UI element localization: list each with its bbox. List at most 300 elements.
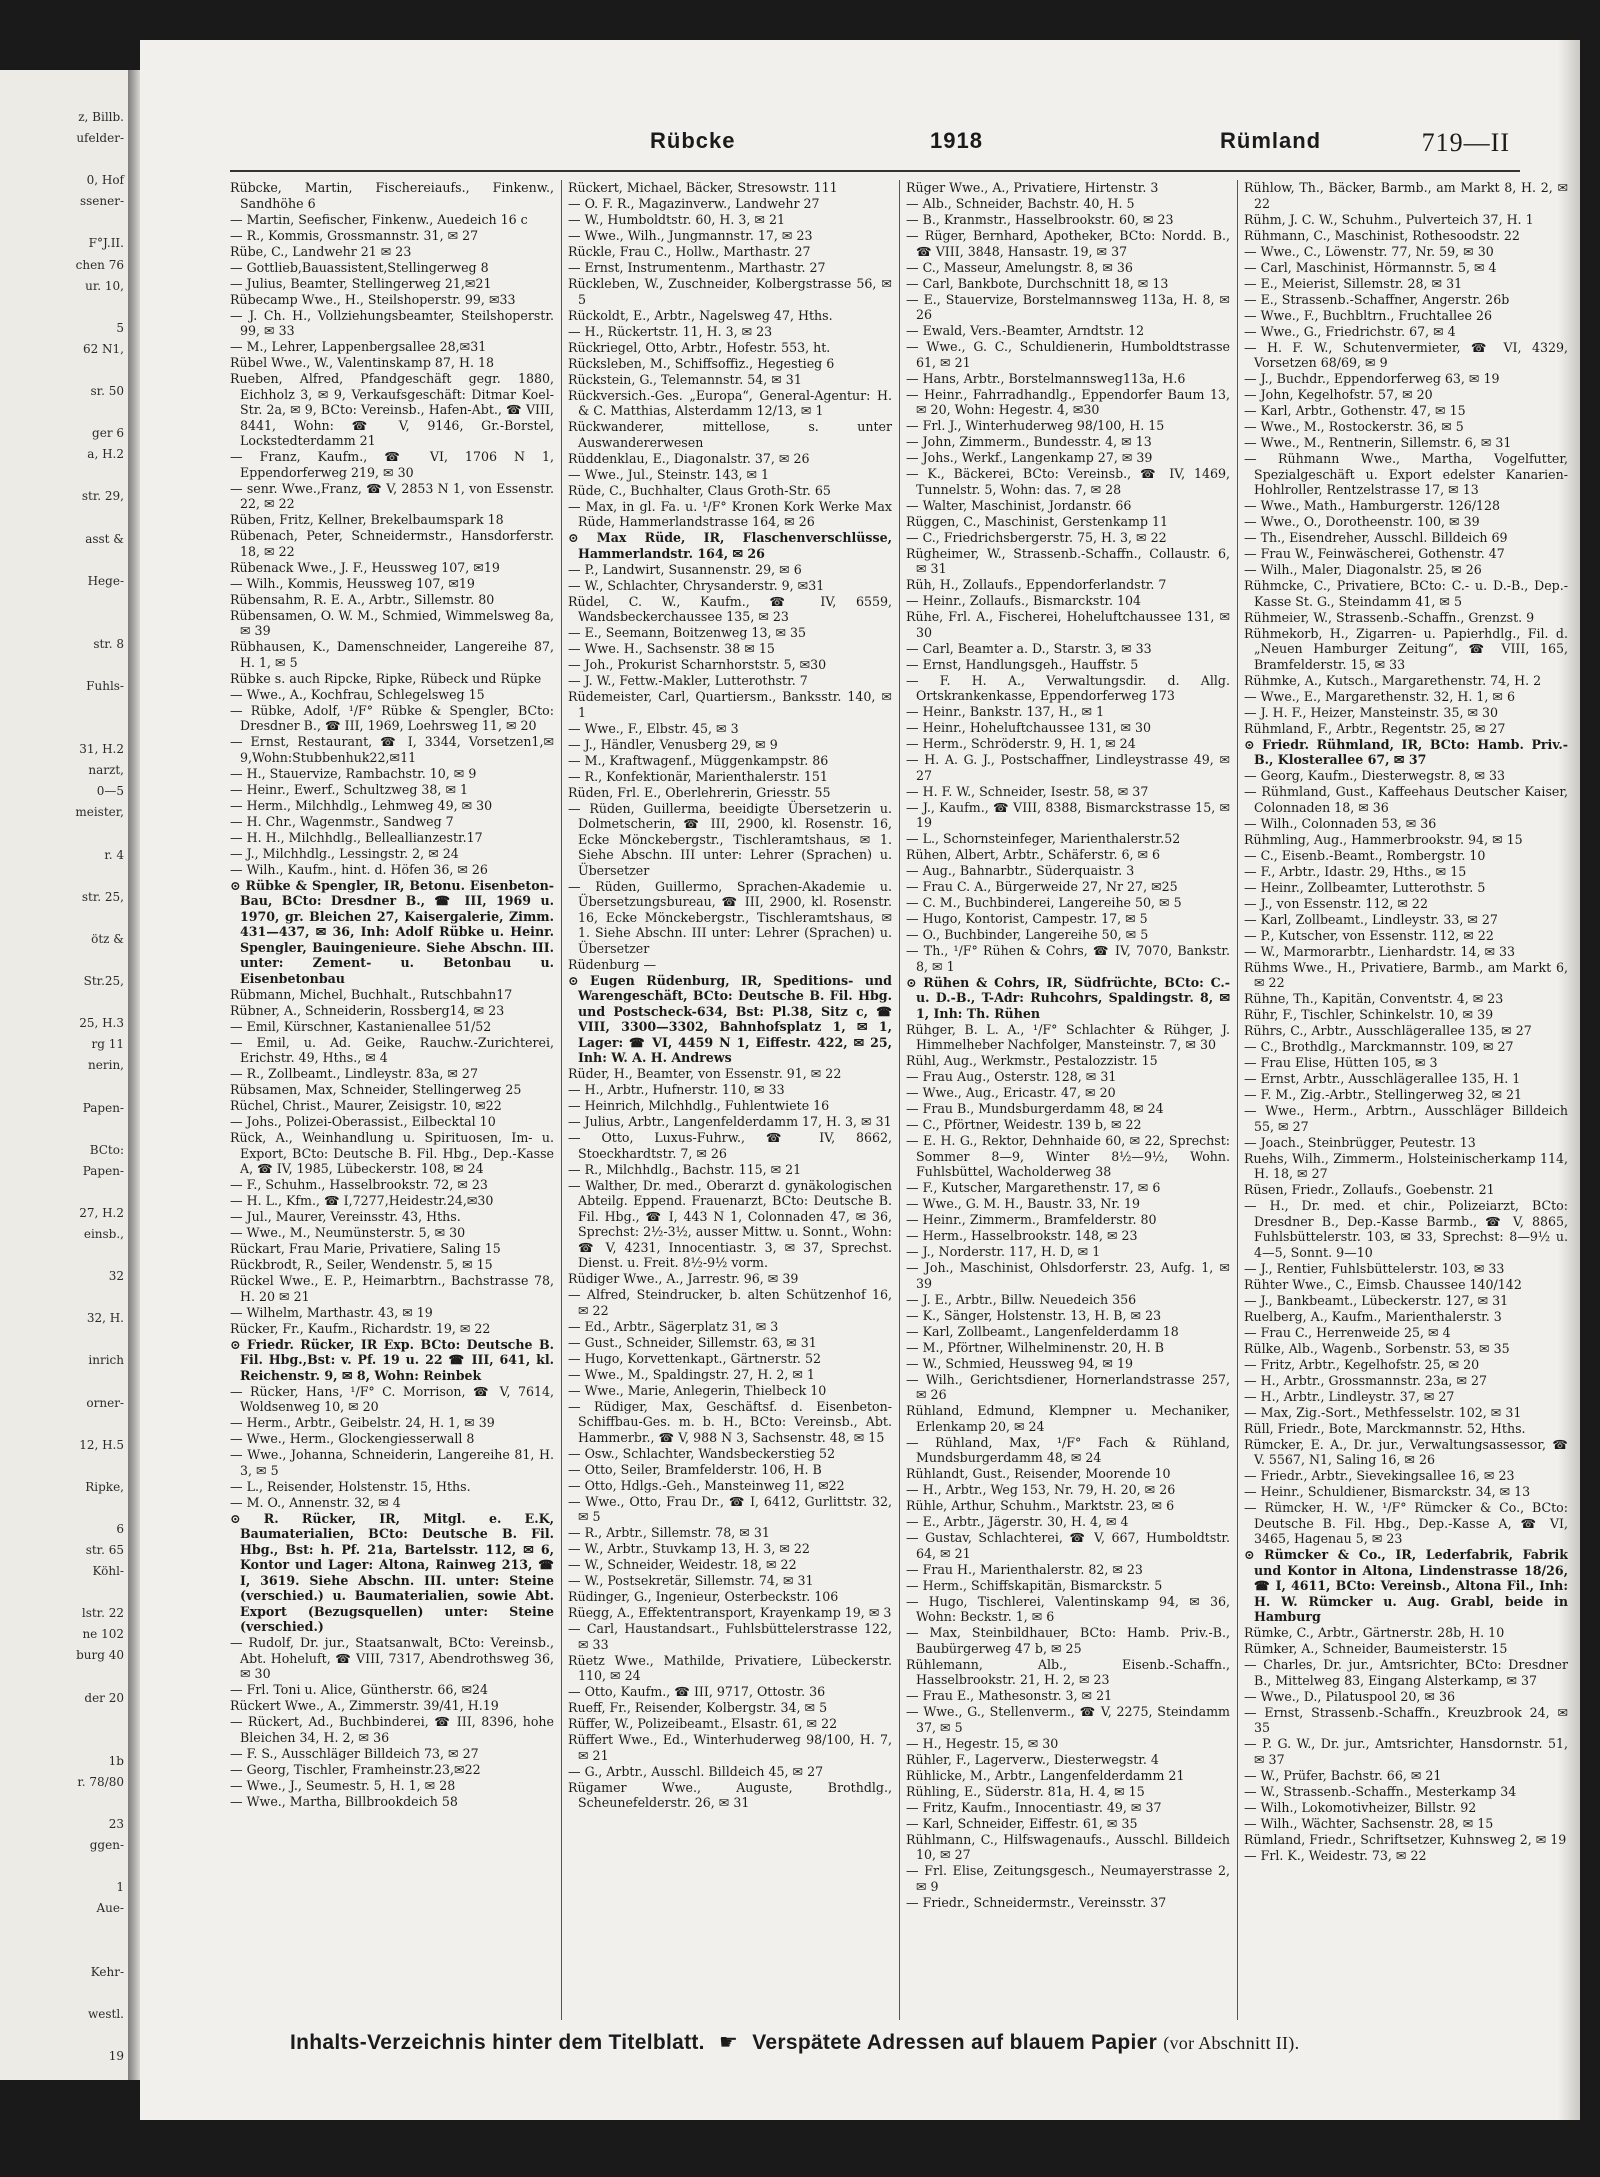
adjacent-page-fragment: 19: [108, 2048, 124, 2063]
directory-entry: Rüder, H., Beamter, von Essenstr. 91, ✉ 22: [568, 1066, 842, 1081]
directory-entry: — Wwe., J., Seumestr. 5, H. 1, ✉ 28: [230, 1777, 456, 1793]
directory-entry: — W., Humboldtstr. 60, H. 3, ✉ 21: [568, 212, 785, 227]
directory-entry: Rühland, Edmund, Klempner u. Mechaniker, Erlenkamp 20, ✉ 24: [906, 1403, 1230, 1434]
adjacent-page-fragment: a, H.2: [87, 447, 124, 462]
directory-entry: — Herm., Hasselbrookstr. 148, ✉ 23: [906, 1228, 1138, 1243]
directory-entry: — Heinrich, Milchhdlg., Fuhlentwiete 16: [568, 1098, 830, 1113]
directory-entry: Rüsen, Friedr., Zollaufs., Goebenstr. 21: [1244, 1182, 1495, 1197]
directory-entry: Rüde, C., Buchhalter, Claus Groth-Str. 65: [568, 482, 831, 498]
directory-entry: — Herm., Milchhdlg., Lehmweg 49, ✉ 30: [230, 797, 493, 813]
directory-entry: — Johs., Werkf., Langenkamp 27, ✉ 39: [906, 450, 1153, 465]
directory-entry: Rüetz Wwe., Mathilde, Privatiere, Lübeckerstr. 110, ✉ 24: [568, 1652, 892, 1683]
directory-entry: — Emil, Kürschner, Kastanienallee 51/52: [230, 1018, 492, 1034]
directory-entry: — Hugo, Korvettenkapt., Gärtnerstr. 52: [568, 1350, 821, 1366]
adjacent-page-fragment: ufelder-: [76, 131, 124, 146]
directory-entry: — Karl, Zollbeamt., Lindleystr. 33, ✉ 27: [1244, 911, 1498, 927]
directory-entry: — F., Arbtr., Idastr. 29, Hths., ✉ 15: [1244, 863, 1467, 879]
directory-entry: — Heinr., Schuldiener, Bismarckstr. 34, ✉ 13: [1244, 1484, 1531, 1499]
directory-entry: Rüchel, Christ., Maurer, Zeisigstr. 10, ✉22: [230, 1098, 502, 1113]
directory-entry: — H., Rückertstr. 11, H. 3, ✉ 23: [568, 323, 773, 339]
adjacent-page-fragment: ggen-: [89, 1838, 124, 1853]
directory-entry: — Ernst, Arbtr., Ausschlägerallee 135, H. 1: [1244, 1071, 1521, 1086]
directory-entry: — J., Händler, Venusberg 29, ✉ 9: [568, 736, 778, 752]
directory-entry: — Julius, Arbtr., Langenfelderdamm 17, H. 3, ✉ 31: [568, 1114, 892, 1129]
directory-entry: Rückleben, W., Zuschneider, Kolbergstrasse 56, ✉ 5: [568, 276, 892, 307]
directory-entry: — Otto, Kaufm., ☎ III, 9717, Ottostr. 36: [568, 1684, 826, 1699]
directory-entry: — Emil, u. Ad. Geike, Rauchw.-Zurichterei, Erichstr. 49, Hths., ✉ 4: [230, 1034, 554, 1065]
directory-entry: — Wilh., Wächter, Sachsenstr. 28, ✉ 15: [1244, 1815, 1494, 1831]
directory-entry: — Carl, Maschinist, Hörmannstr. 5, ✉ 4: [1244, 259, 1497, 275]
directory-entry: — Frau W., Feinwäscherei, Gothenstr. 47: [1244, 546, 1505, 561]
directory-entry: — Rüdiger, Max, Geschäftsf. d. Eisenbeton-Schiffbau-Ges. m. b. H., BCto: Vereinsb., Abt. Hammerbr., ☎ V, 988 N 3, Sachsenstr. 48, ✉ 15: [568, 1398, 892, 1445]
directory-entry: Rübenack Wwe., J. F., Heussweg 107, ✉19: [230, 559, 500, 575]
directory-entry: — Ewald, Vers.-Beamter, Arndtstr. 12: [906, 323, 1145, 338]
adjacent-page-fragment: Fuhls-: [86, 679, 124, 694]
directory-entry: — Jul., Maurer, Vereinsstr. 43, Hths.: [230, 1209, 461, 1224]
directory-entry: — Hugo, Tischlerei, Valentinskamp 94, ✉ 36, Wohn: Beckstr. 1, ✉ 6: [906, 1593, 1230, 1624]
directory-entry: — Charles, Dr. jur., Amtsrichter, BCto: Dresdner B., Mittelweg 83, Eingang Alsterkamp, ✉ 37: [1244, 1657, 1568, 1688]
adjacent-page-fragment: str. 29,: [81, 489, 124, 504]
adjacent-page-fragment: Str.25,: [83, 974, 124, 989]
directory-entry: — Wwe., Martha, Billbrookdeich 58: [230, 1793, 458, 1809]
directory-entry: — Frau Elise, Hütten 105, ✉ 3: [1244, 1055, 1438, 1070]
directory-entry: — Frl. J., Winterhuderweg 98/100, H. 15: [906, 418, 1165, 433]
pointing-hand-icon: ☛: [718, 2031, 739, 2054]
directory-entry: Rühr, F., Tischler, Schinkelstr. 10, ✉ 39: [1244, 1007, 1494, 1022]
directory-entry: Rübel Wwe., W., Valentinskamp 87, H. 18: [230, 355, 494, 370]
adjacent-page-fragment: r. 4: [104, 847, 124, 862]
adjacent-page-fragment: 62 N1,: [82, 341, 124, 356]
directory-entry: — Karl, Zollbeamt., Langenfelderdamm 18: [906, 1323, 1179, 1339]
directory-entry: — Wwe., M., Rentnerin, Sillemstr. 6, ✉ 31: [1244, 435, 1512, 450]
directory-entry: — Carl, Haustandsart., Fuhlsbüttelerstrasse 122, ✉ 33: [568, 1621, 892, 1652]
directory-entry: — Rudolf, Dr. jur., Staatsanwalt, BCto: Vereinsb., Abt. Hoheluft, ☎ VIII, 7317, Abendrothsweg 36, ✉ 30: [230, 1635, 554, 1681]
directory-entry: Rüben, Fritz, Kellner, Brekelbaumspark 18: [230, 512, 504, 527]
directory-entry: — E., Meierist, Sillemstr. 28, ✉ 31: [1244, 275, 1463, 291]
directory-entry: — J. E., Arbtr., Billw. Neuedeich 356: [906, 1291, 1137, 1307]
directory-entry: — Wilhelm, Marthastr. 43, ✉ 19: [230, 1304, 433, 1320]
directory-entry: — Walther, Dr. med., Oberarzt d. gynäkologischen Abteilg. Eppend. Frauenarzt, BCto: Deutsche B. Fil. Hbg., ☎ I, 443 N 1, Colonnaden 47, ✉ 36, Sprechst: 2½-3½, ausser Mittw. u. Sonnt., Wohn: ☎ V, 4231, Innocentiastr. 3, ✉ 37, Sprechst. Dienst. u. Freit. 8½-9½ vorm.: [568, 1177, 892, 1270]
directory-entry: Rübke s. auch Ripcke, Ripke, Rübeck und Rüpke: [230, 670, 542, 686]
directory-entry: — Max, Steinbildhauer, BCto: Hamb. Priv.-B., Baubürgerweg 47 b, ✉ 25: [906, 1625, 1230, 1656]
directory-entry: — J., Norderstr. 117, H. D, ✉ 1: [906, 1244, 1101, 1259]
directory-entry: — Wwe., C., Löwenstr. 77, Nr. 59, ✉ 30: [1244, 243, 1494, 259]
directory-entry: — Otto, Hdlgs.-Geh., Mansteinweg 11, ✉22: [568, 1477, 845, 1493]
directory-entry: — O., Buchbinder, Langereihe 50, ✉ 5: [906, 927, 1149, 942]
directory-entry: — P., Kutscher, von Essenstr. 112, ✉ 22: [1244, 927, 1494, 943]
adjacent-page-fragment: chen 76: [75, 257, 124, 272]
directory-entry: — Frl. Elise, Zeitungsgesch., Neumayerstrasse 2, ✉ 9: [906, 1863, 1230, 1894]
directory-entry: — R., Milchhdlg., Bachstr. 115, ✉ 21: [568, 1161, 802, 1177]
adjacent-page-fragment: rg 11: [91, 1037, 124, 1052]
directory-entry: — Friedr., Arbtr., Sievekingsallee 16, ✉ 23: [1244, 1468, 1515, 1483]
directory-entry: — B., Kranmstr., Hasselbrookstr. 60, ✉ 23: [906, 212, 1174, 227]
adjacent-page-fragment: str. 65: [85, 1543, 124, 1558]
directory-entry: — H., Hegestr. 15, ✉ 30: [906, 1735, 1059, 1751]
directory-entry: — Th., Eisendreher, Ausschl. Billdeich 69: [1244, 530, 1508, 545]
directory-entry: — M., Pförtner, Wilhelminenstr. 20, H. B: [906, 1339, 1164, 1355]
header-first-entry: Rübcke: [650, 128, 736, 153]
directory-entry: Rückart, Frau Marie, Privatiere, Saling 15: [230, 1241, 501, 1256]
header-year: 1918: [930, 128, 983, 153]
adjacent-page-fragment: 5: [116, 320, 124, 335]
directory-entry: — Rüger, Bernhard, Apotheker, BCto: Nordd. B., ☎ VIII, 3848, Hansastr. 19, ✉ 37: [906, 228, 1230, 259]
directory-entry: — Joh., Prokurist Scharnhorststr. 5, ✉30: [568, 657, 827, 672]
directory-entry: — Wwe., Aug., Ericastr. 47, ✉ 20: [906, 1085, 1116, 1100]
directory-entry: Rührs, C., Arbtr., Ausschlägerallee 135, ✉ 27: [1244, 1023, 1532, 1038]
adjacent-page-fragment: 31, H.2: [79, 742, 124, 757]
directory-entry: Rüh, H., Zollaufs., Eppendorferlandstr. 7: [906, 577, 1167, 592]
directory-entry: — W., Schmied, Heussweg 94, ✉ 19: [906, 1355, 1134, 1371]
directory-entry: — Frau C. A., Bürgerweide 27, Nr 27, ✉25: [906, 879, 1178, 894]
directory-entry: — W., Postsekretär, Sillemstr. 74, ✉ 31: [568, 1573, 814, 1588]
directory-entry: — J. W., Fettw.-Makler, Lutterothstr. 7: [568, 673, 808, 688]
directory-entry: — J., Bankbeamt., Lübeckerstr. 127, ✉ 31: [1244, 1292, 1509, 1308]
directory-entry: — H. F. W., Schutenvermieter, ☎ VI, 4329, Vorsetzen 68/69, ✉ 9: [1244, 339, 1568, 370]
directory-entry: Rümland, Friedr., Schriftsetzer, Kuhnsweg 2, ✉ 19: [1244, 1831, 1567, 1847]
directory-entry: — Wwe., Herm., Glockengiesserwall 8: [230, 1431, 475, 1446]
directory-entry: Rühmke, A., Kutsch., Margarethenstr. 74, H. 2: [1244, 672, 1542, 688]
adjacent-page-fragment: 27, H.2: [79, 1205, 124, 1220]
directory-entry: — Heinr., Bankstr. 137, H., ✉ 1: [906, 704, 1105, 719]
directory-entry: — E., Arbtr., Jägerstr. 30, H. 4, ✉ 4: [906, 1514, 1129, 1529]
directory-entry: — Wwe., M., Spaldingstr. 27, H. 2, ✉ 1: [568, 1366, 815, 1382]
directory-entry: — E. H. G., Rektor, Dehnhaide 60, ✉ 22, Sprechst: Sommer 8—9, Winter 8½—9½, Wohn. Fuhlsbüttel, Wacholderweg 38: [906, 1133, 1230, 1179]
directory-entry: Rüdinger, G., Ingenieur, Osterbeckstr. 106: [568, 1589, 839, 1604]
directory-entry: Rübsamen, Max, Schneider, Stellingerweg 25: [230, 1082, 522, 1097]
directory-entry: — Frau E., Mathesonstr. 3, ✉ 21: [906, 1688, 1113, 1703]
directory-entry: — Wilh., Kaufm., hint. d. Höfen 36, ✉ 26: [230, 861, 488, 877]
directory-entry: — Fritz, Arbtr., Kegelhofstr. 25, ✉ 20: [1244, 1356, 1480, 1372]
directory-entry: Rühlicke, M., Arbtr., Langenfelderdamm 21: [906, 1767, 1185, 1783]
directory-entry: — Rüden, Guillerma, beeidigte Übersetzerin u. Dolmetscherin, ☎ III, 2900, kl. Rosenstr. 16, Ecke Mönckebergstr., Tischleramtshaus, ✉ 1. Siehe Abschn. III unter: Lehrer (Sprachen) u. Übersetzer: [568, 800, 892, 878]
directory-entry: Rübcke, Martin, Fischereiaufs., Finkenw., Sandhöhe 6: [230, 180, 554, 211]
directory-entry: — F. S., Ausschläger Billdeich 73, ✉ 27: [230, 1745, 479, 1761]
directory-entry: — J., Buchdr., Eppendorferweg 63, ✉ 19: [1244, 371, 1500, 386]
directory-entry: — J. H. F., Heizer, Mansteinstr. 35, ✉ 30: [1244, 704, 1499, 720]
directory-entry: — Wwe., Otto, Frau Dr., ☎ I, 6412, Gurlittstr. 32, ✉ 5: [568, 1493, 892, 1524]
directory-entry: — H., Arbtr., Grossmannstr. 23a, ✉ 27: [1244, 1372, 1488, 1388]
directory-entry: Ruelberg, A., Kaufm., Marienthalerstr. 3: [1244, 1308, 1502, 1324]
directory-entry: — Wwe., G. M. H., Baustr. 33, Nr. 19: [906, 1196, 1141, 1211]
directory-entry: — Rühland, Max, ¹/F° Fach & Rühland, Mundsburgerdamm 48, ✉ 24: [906, 1434, 1230, 1465]
directory-entry: — R., Zollbeamt., Lindleystr. 83a, ✉ 27: [230, 1066, 478, 1081]
directory-entry: — Julius, Beamter, Stellingerweg 21,✉21: [230, 275, 492, 291]
directory-entry: — E., Seemann, Boitzenweg 13, ✉ 35: [568, 625, 807, 640]
directory-entry: Rückert Wwe., A., Zimmerstr. 39/41, H.19: [230, 1698, 499, 1713]
directory-entry: Rüden, Frl. E., Oberlehrerin, Griesstr. 55: [568, 784, 831, 800]
directory-entry: — Rühmann Wwe., Martha, Vogelfutter, Spezialgeschäft u. Export edelster Kanarien-Hohlroller, Rentzelstrasse 17, ✉ 13: [1244, 451, 1568, 497]
directory-entry: — Wwe., M., Rostockerstr. 36, ✉ 5: [1244, 419, 1464, 434]
directory-entry: — M., Lehrer, Lappenbergsallee 28,✉31: [230, 339, 487, 354]
page-header: [230, 128, 1520, 168]
directory-entry: — J., Milchhdlg., Lessingstr. 2, ✉ 24: [230, 845, 459, 861]
adjacent-page-fragment: F°J.II.: [88, 236, 124, 251]
directory-entry: — Carl, Beamter a. D., Starstr. 3, ✉ 33: [906, 640, 1152, 656]
directory-entry: Rüll, Friedr., Bote, Marckmannstr. 52, Hths.: [1244, 1420, 1526, 1436]
directory-entry: — Heinr., Hoheluftchaussee 131, ✉ 30: [906, 720, 1152, 735]
directory-entry: — Ernst, Handlungsgeh., Hauffstr. 5: [906, 656, 1139, 672]
directory-entry: — H., Arbtr., Hufnerstr. 110, ✉ 33: [568, 1082, 785, 1097]
directory-entry: — Frau B., Mundsburgerdamm 48, ✉ 24: [906, 1101, 1164, 1116]
directory-entry: — R., Arbtr., Sillemstr. 78, ✉ 31: [568, 1525, 770, 1540]
directory-entry: Rüddenklau, E., Diagonalstr. 37, ✉ 26: [568, 450, 810, 466]
directory-entry: — Johs., Polizei-Oberassist., Eilbecktal 10: [230, 1114, 496, 1129]
directory-entry: — Wilh., Lokomotivheizer, Billstr. 92: [1244, 1799, 1477, 1815]
directory-entry: — Wwe., D., Pilatuspool 20, ✉ 36: [1244, 1688, 1455, 1704]
adjacent-page-fragment: 25, H.3: [79, 1016, 124, 1031]
directory-entry: Rühter Wwe., C., Eimsb. Chaussee 140/142: [1244, 1276, 1522, 1292]
directory-entry: Rübner, A., Schneiderin, Rossberg14, ✉ 23: [230, 1002, 505, 1018]
directory-entry: Rückriegel, Otto, Arbtr., Hofestr. 553, ht.: [568, 339, 831, 355]
directory-entry: — Wwe., Wilh., Jungmannstr. 17, ✉ 23: [568, 228, 813, 243]
directory-entry: Rühger, B. L. A., ¹/F° Schlachter & Rühger, J. Himmelheber Nachfolger, Mansteinstr. 7, ✉ 30: [906, 1021, 1230, 1052]
directory-entry: — Herm., Arbtr., Geibelstr. 24, H. 1, ✉ 39: [230, 1415, 495, 1430]
directory-entry: — Ernst, Instrumentenm., Marthastr. 27: [568, 260, 826, 275]
directory-entry: — Wilh., Gerichtsdiener, Hornerlandstrasse 257, ✉ 26: [906, 1371, 1230, 1402]
directory-entry: — Ed., Arbtr., Sägerplatz 31, ✉ 3: [568, 1318, 779, 1334]
directory-entry: Rueben, Alfred, Pfandgeschäft gegr. 1880, Eichholz 3, ✉ 9, Verkaufsgeschäft: Ditmar Koel-Str. 2a, ✉ 9, BCto: Vereinsb., Hafen-Abt., ☎ VIII, 8441, Wohn: ☎ V, 9146, Gr.-Borstel, Lockstedterdamm 21: [230, 371, 554, 448]
directory-entry: Rügamer Wwe., Auguste, Brothdlg., Scheunefelderstr. 26, ✉ 31: [568, 1779, 892, 1810]
directory-entry: — P. G. W., Dr. jur., Amtsrichter, Hansdornstr. 51, ✉ 37: [1244, 1736, 1568, 1767]
directory-entry: — H., Dr. med. et chir., Polizeiarzt, BCto: Dresdner B., Dep.-Kasse Barmb., ☎ V, 8865, Fuhlsbüttelerstr. 103, ✉ 33, Sprechst: 8—9½ u. 4—5, Sonnt. 9—10: [1244, 1198, 1568, 1260]
directory-entry: Rücksleben, M., Schiffsoffiz., Hegestieg 6: [568, 355, 835, 371]
directory-entry: — Ernst, Strassenb.-Schaffn., Kreuzbrook 24, ✉ 35: [1244, 1704, 1568, 1735]
directory-entry: — Wwe., Herm., Arbtrn., Ausschläger Billdeich 55, ✉ 27: [1244, 1103, 1568, 1134]
adjacent-page-fragment: str. 8: [93, 636, 124, 651]
adjacent-page-fragment: Hege-: [87, 573, 124, 588]
directory-entry: — Rübke, Adolf, ¹/F° Rübke & Spengler, BCto: Dresdner B., ☎ III, 1969, Loehrsweg 11, ✉ 20: [230, 702, 554, 733]
directory-entry: Rückbrodt, R., Seiler, Wendenstr. 5, ✉ 15: [230, 1257, 493, 1272]
directory-entry: Rühle, Arthur, Schuhm., Marktstr. 23, ✉ 6: [906, 1498, 1175, 1513]
adjacent-page-fragment: Papen-: [82, 1163, 124, 1178]
adjacent-page-fragment: 0—5: [96, 784, 124, 799]
directory-entry: — Wwe., Math., Hamburgerstr. 126/128: [1244, 498, 1501, 513]
page-gutter-shadow: [128, 70, 140, 2080]
directory-entry: Rühmland, F., Arbtr., Regentstr. 25, ✉ 27: [1244, 720, 1506, 736]
directory-entry: Rübensahm, R. E. A., Arbtr., Sillemstr. 80: [230, 591, 495, 607]
directory-entry: — Heinr., Zimmerm., Bramfelderstr. 80: [906, 1212, 1157, 1227]
adjacent-page-fragment: westl.: [87, 2006, 124, 2021]
adjacent-page-fragment: Köhl-: [92, 1564, 124, 1579]
directory-entry: — Frl. K., Weidestr. 73, ✉ 22: [1244, 1847, 1427, 1863]
directory-entry: — W., Arbtr., Stuvkamp 13, H. 3, ✉ 22: [568, 1541, 810, 1556]
directory-entry: — R., Konfektionär, Marienthalerstr. 151: [568, 768, 828, 784]
adjacent-page-fragment: 32, H.: [86, 1311, 124, 1326]
directory-entry: Rühm, J. C. W., Schuhm., Pulverteich 37, H. 1: [1244, 211, 1534, 227]
directory-entry: — Wwe., A., Kochfrau, Schlegelsweg 15: [230, 686, 485, 702]
directory-entry: Rüdenburg —: [568, 956, 657, 972]
column-3: [906, 180, 1230, 2020]
directory-entry: — Herm., Schröderstr. 9, H. 1, ✉ 24: [906, 736, 1136, 751]
directory-entry: ⊙ Rümcker & Co., IR, Lederfabrik, Fabrik und Kontor in Altona, Lindenstrasse 18/26, ☎ I, 4611, BCto: Vereinsb., Altona Fil., Inh: H. W. Rümcker u. Aug. Grabl, beide in Hamburg: [1244, 1547, 1568, 1624]
adjacent-page-fragment: Ripke,: [85, 1479, 124, 1494]
directory-entry: — Wwe., E., Margarethenstr. 32, H. 1, ✉ 6: [1244, 688, 1515, 704]
directory-entry: Rückversich.-Ges. „Europa“, General-Agentur: H. & C. Matthias, Alsterdamm 12/13, ✉ 1: [568, 387, 892, 418]
adjacent-page-fragment: Papen-: [82, 1100, 124, 1115]
directory-entry: Rülke, Alb., Wagenb., Sorbenstr. 53, ✉ 35: [1244, 1340, 1510, 1356]
directory-entry: — Wwe., M., Neumünsterstr. 5, ✉ 30: [230, 1225, 466, 1240]
directory-entry: Rübmann, Michel, Buchhalt., Rutschbahn17: [230, 986, 513, 1002]
directory-entry: — Gust., Schneider, Sillemstr. 63, ✉ 31: [568, 1334, 817, 1350]
directory-entry: — W., Schlachter, Chrysanderstr. 9, ✉31: [568, 577, 825, 593]
adjacent-page-fragment: sr. 50: [90, 383, 124, 398]
directory-entry: — J., von Essenstr. 112, ✉ 22: [1244, 895, 1428, 911]
adjacent-page-fragment: ötz &: [91, 931, 124, 946]
header-rule: [230, 170, 1520, 172]
directory-entry: — H., Stauervize, Rambachstr. 10, ✉ 9: [230, 765, 477, 781]
directory-entry: — H. F. W., Schneider, Isestr. 58, ✉ 37: [906, 783, 1149, 799]
directory-entry: — E., Stauervize, Borstelmannsweg 113a, H. 8, ✉ 26: [906, 291, 1230, 322]
directory-entry: — L., Reisender, Holstenstr. 15, Hths.: [230, 1478, 471, 1494]
directory-entry: — Gottlieb,Bauassistent,Stellingerweg 8: [230, 259, 489, 275]
directory-entry: — E., Strassenb.-Schaffner, Angerstr. 26b: [1244, 291, 1510, 307]
directory-entry: — C., Masseur, Amelungstr. 8, ✉ 36: [906, 259, 1133, 275]
adjacent-page-fragment: 32: [108, 1269, 124, 1284]
directory-entry: — Wwe., G., Stellenverm., ☎ V, 2275, Steindamm 37, ✉ 5: [906, 1704, 1230, 1735]
directory-entry: — Rückert, Ad., Buchbinderei, ☎ III, 8396, hohe Bleichen 34, H. 2, ✉ 36: [230, 1714, 554, 1745]
column-divider: [561, 180, 562, 2020]
directory-entry: — H. H., Milchhdlg., Belleallianzestr.17: [230, 829, 483, 845]
adjacent-page-fragment: einsb.,: [83, 1226, 124, 1241]
directory-entry: — H. L., Kfm., ☎ I,7277,Heidestr.24,✉30: [230, 1193, 494, 1208]
directory-entry: Rüffert Wwe., Ed., Winterhuderweg 98/100, H. 7, ✉ 21: [568, 1732, 892, 1763]
directory-entry: Rühne, Th., Kapitän, Conventstr. 4, ✉ 23: [1244, 991, 1504, 1006]
directory-entry: — Heinr., Fahrradhandlg., Eppendorfer Baum 13, ✉ 20, Wohn: Hegestr. 4, ✉30: [906, 386, 1230, 417]
page-footer: [290, 2030, 1520, 2064]
directory-entry: — Wwe., O., Dorotheenstr. 100, ✉ 39: [1244, 514, 1480, 529]
adjacent-page-strip: [0, 70, 128, 2080]
footer-section-note: (vor Abschnitt II).: [1163, 2033, 1300, 2053]
directory-entry: — Franz, Kaufm., ☎ VI, 1706 N 1, Eppendorferweg 219, ✉ 30: [230, 449, 554, 480]
directory-entry: ⊙ Max Rüde, IR, Flaschenverschlüsse, Hammerlandstr. 164, ✉ 26: [568, 530, 892, 561]
page-number: 719—II: [1421, 128, 1510, 157]
adjacent-page-fragment: orner-: [86, 1395, 124, 1410]
directory-entry: Rühmann, C., Maschinist, Rothesoodstr. 22: [1244, 227, 1520, 243]
directory-entry: — M. O., Annenstr. 32, ✉ 4: [230, 1494, 401, 1510]
directory-entry: ⊙ Friedr. Rühmland, IR, BCto: Hamb. Priv.-B., Klosterallee 67, ✉ 37: [1244, 736, 1568, 767]
directory-entry: — Wwe. H., Sachsenstr. 38 ✉ 15: [568, 641, 775, 656]
adjacent-page-fragment: 1b: [108, 1753, 124, 1768]
directory-entry: — F., Schuhm., Hasselbrookstr. 72, ✉ 23: [230, 1177, 488, 1192]
directory-entry: — Heinr., Zollaufs., Bismarckstr. 104: [906, 593, 1142, 608]
directory-entry: Rüegg, A., Effektentransport, Krayenkamp 19, ✉ 3: [568, 1605, 892, 1620]
adjacent-page-fragment: 23: [108, 1817, 124, 1832]
directory-entry: — H. Chr., Wagenmstr., Sandweg 7: [230, 813, 454, 829]
directory-entry: Ruehs, Wilh., Zimmerm., Holsteinischerkamp 114, H. 18, ✉ 27: [1244, 1150, 1568, 1181]
column-divider: [1237, 180, 1238, 2020]
directory-entry: — J., Kaufm., ☎ VIII, 8388, Bismarckstrasse 15, ✉ 19: [906, 799, 1230, 830]
directory-entry: Rühlandt, Gust., Reisender, Moorende 10: [906, 1466, 1171, 1481]
directory-entry: Rübensamen, O. W. M., Schmied, Wimmelsweg 8a, ✉ 39: [230, 607, 554, 638]
directory-entry: — Wwe., Jul., Steinstr. 143, ✉ 1: [568, 466, 770, 482]
adjacent-page-fragment: asst &: [85, 531, 124, 546]
directory-entry: — M., Kraftwagenf., Müggenkampstr. 86: [568, 752, 829, 768]
directory-entry: Rüffer, W., Polizeibeamt., Elsastr. 61, ✉ 22: [568, 1716, 838, 1731]
header-last-entry: Rümland: [1220, 128, 1322, 153]
directory-entry: — Rümcker, H. W., ¹/F° Rümcker & Co., BCto: Deutsche B. Fil. Hbg., Dep.-Kasse A, ☎ VI, 3465, Hagenau 5, ✉ 23: [1244, 1500, 1568, 1546]
directory-entry: — K., Bäckerei, BCto: Vereinsb., ☎ IV, 1469, Tunnelstr. 5, Wohn: das. 7, ✉ 28: [906, 466, 1230, 497]
directory-entry: Rühlemann, Alb., Eisenb.-Schaffn., Hasselbrookstr. 21, H. 2, ✉ 23: [906, 1656, 1230, 1687]
directory-entry: — Frl. Toni u. Alice, Güntherstr. 66, ✉24: [230, 1682, 489, 1697]
directory-entry: Rüdemeister, Carl, Quartiersm., Banksstr. 140, ✉ 1: [568, 689, 892, 720]
adjacent-page-fragment: lstr. 22: [81, 1606, 124, 1621]
directory-entry: — Alfred, Steindrucker, b. alten Schützenhof 16, ✉ 22: [568, 1287, 892, 1318]
directory-entry: — Alb., Schneider, Bachstr. 40, H. 5: [906, 196, 1135, 211]
directory-entry: Rueff, Fr., Reisender, Kolbergstr. 34, ✉ 5: [568, 1700, 828, 1715]
directory-entry: — Th., ¹/F° Rühen & Cohrs, ☎ IV, 7070, Bankstr. 8, ✉ 1: [906, 943, 1230, 974]
directory-entry: Rübe, C., Landwehr 21 ✉ 23: [230, 243, 412, 259]
directory-entry: — P., Landwirt, Susannenstr. 29, ✉ 6: [568, 561, 802, 577]
directory-entry: ⊙ Eugen Rüdenburg, IR, Speditions- und Warengeschäft, BCto: Deutsche B. Fil. Hbg. und Postscheck-634, Bst: Pl.38, Sitz c, ☎ VIII, 3300—3302, Bahnhofsplatz 1, ✉ 1, Lager: ☎ VI, 4459 N 1, Eiffestr. 422, ✉ 25, Inh: W. A. H. Andrews: [568, 972, 892, 1065]
column-4: [1244, 180, 1568, 2020]
directory-entry: — Herm., Schiffskapitän, Bismarckstr. 5: [906, 1577, 1163, 1593]
directory-entry: Rümcker, E. A., Dr. jur., Verwaltungsassessor, ☎ V. 5567, N1, Saling 16, ✉ 26: [1244, 1436, 1568, 1467]
directory-entry: — John, Zimmerm., Bundesstr. 4, ✉ 13: [906, 434, 1152, 449]
column-divider: [899, 180, 900, 2020]
adjacent-page-fragment: ssener-: [79, 194, 124, 209]
directory-entry: — Georg, Tischler, Framheinstr.23,✉22: [230, 1761, 481, 1777]
directory-entry: — Wwe., Marie, Anlegerin, Thielbeck 10: [568, 1382, 827, 1398]
directory-entry: — K., Sänger, Holstenstr. 13, H. B, ✉ 23: [906, 1307, 1162, 1323]
directory-entry: Rückstein, G., Telemannstr. 54, ✉ 31: [568, 371, 802, 387]
directory-entry: Rück, A., Weinhandlung u. Spirituosen, Im- u. Export, BCto: Deutsche B. Fil. Hbg., Dep.-Kasse A, ☎ IV, 1985, Lübeckerstr. 108, ✉ 24: [230, 1130, 554, 1176]
directory-entry: Rückoldt, E., Arbtr., Nagelsweg 47, Hths.: [568, 307, 833, 323]
directory-entry: Rühmeier, W., Strassenb.-Schaffn., Grenzst. 9: [1244, 609, 1535, 625]
directory-entry: — Heinr., Zollbeamter, Lutterothstr. 5: [1244, 879, 1486, 895]
directory-entry: Rüggen, C., Maschinist, Gerstenkamp 11: [906, 513, 1169, 529]
directory-entry: — O. F. R., Magazinverw., Landwehr 27: [568, 196, 820, 211]
adjacent-page-fragment: burg 40: [76, 1648, 124, 1663]
directory-entry: — Otto, Luxus-Fuhrw., ☎ IV, 8662, Stoeckhardtstr. 7, ✉ 26: [568, 1130, 892, 1161]
directory-entry: — Carl, Bankbote, Durchschnitt 18, ✉ 13: [906, 275, 1169, 291]
directory-entry: — F. H. A., Verwaltungsdir. d. Allg. Ortskrankenkasse, Eppendorferweg 173: [906, 672, 1230, 703]
directory-entry: — Martin, Seefischer, Finkenw., Auedeich 16 c: [230, 211, 528, 227]
directory-entry: — C. M., Buchbinderei, Langereihe 50, ✉ 5: [906, 895, 1182, 910]
directory-entry: Rüdel, C. W., Kaufm., ☎ IV, 6559, Wandsbeckerchaussee 135, ✉ 23: [568, 593, 892, 624]
directory-entry: — W., Strassenb.-Schaffn., Mesterkamp 34: [1244, 1783, 1517, 1799]
directory-entry: — F., Kutscher, Margarethenstr. 17, ✉ 6: [906, 1180, 1161, 1195]
directory-entry: — Hans, Arbtr., Borstelmannsweg113a, H.6: [906, 370, 1186, 386]
directory-entry: — Karl, Schneider, Eiffestr. 61, ✉ 35: [906, 1815, 1138, 1831]
directory-entry: — Frau Aug., Osterstr. 128, ✉ 31: [906, 1069, 1117, 1084]
directory-entry: — John, Kegelhofstr. 57, ✉ 20: [1244, 387, 1433, 402]
directory-entry: Rühl, Aug., Werkmstr., Pestalozzistr. 15: [906, 1053, 1158, 1068]
directory-entry: — Wilh., Kommis, Heussweg 107, ✉19: [230, 575, 475, 591]
directory-entry: Rühen, Albert, Arbtr., Schäferstr. 6, ✉ 6: [906, 847, 1161, 862]
directory-entry: Rüger Wwe., A., Privatiere, Hirtenstr. 3: [906, 180, 1159, 195]
directory-entry: — Wwe., G. C., Schuldienerin, Humboldtstrasse 61, ✉ 21: [906, 339, 1230, 370]
adjacent-page-fragment: meister,: [75, 805, 124, 820]
directory-entry: Rübecamp Wwe., H., Steilshoperstr. 99, ✉33: [230, 291, 516, 307]
directory-entry: — H. A. G. J., Postschaffner, Lindleystrasse 49, ✉ 27: [906, 752, 1230, 783]
adjacent-page-fragment: ne 102: [82, 1627, 124, 1642]
directory-entry: — W., Prüfer, Bachstr. 66, ✉ 21: [1244, 1767, 1442, 1783]
directory-entry: Rühlow, Th., Bäcker, Barmb., am Markt 8, H. 2, ✉ 22: [1244, 180, 1568, 211]
directory-entry: — Fritz, Kaufm., Innocentiastr. 49, ✉ 37: [906, 1799, 1162, 1815]
directory-entry: Rühe, Frl. A., Fischerei, Hoheluftchaussee 131, ✉ 30: [906, 609, 1230, 640]
directory-entry: Rügheimer, W., Strassenb.-Schaffn., Collaustr. 6, ✉ 31: [906, 545, 1230, 576]
directory-entry: — Karl, Arbtr., Gothenstr. 47, ✉ 15: [1244, 403, 1466, 418]
directory-entry: — J. Ch. H., Vollziehungsbeamter, Steilshoperstr. 99, ✉ 33: [230, 307, 554, 338]
directory-entry: Rübenach, Peter, Schneidermstr., Hansdorferstr. 18, ✉ 22: [230, 528, 554, 559]
adjacent-page-fragment: inrich: [88, 1353, 124, 1368]
directory-entry: — Hugo, Kontorist, Campestr. 17, ✉ 5: [906, 911, 1148, 926]
directory-entry: — Osw., Schlachter, Wandsbeckerstieg 52: [568, 1445, 836, 1461]
directory-entry: — C., Brothdlg., Marckmannstr. 109, ✉ 27: [1244, 1039, 1514, 1054]
directory-entry: — Wilh., Colonnaden 53, ✉ 36: [1244, 815, 1437, 831]
directory-entry: — Gustav, Schlachterei, ☎ V, 667, Humboldtstr. 64, ✉ 21: [906, 1530, 1230, 1561]
